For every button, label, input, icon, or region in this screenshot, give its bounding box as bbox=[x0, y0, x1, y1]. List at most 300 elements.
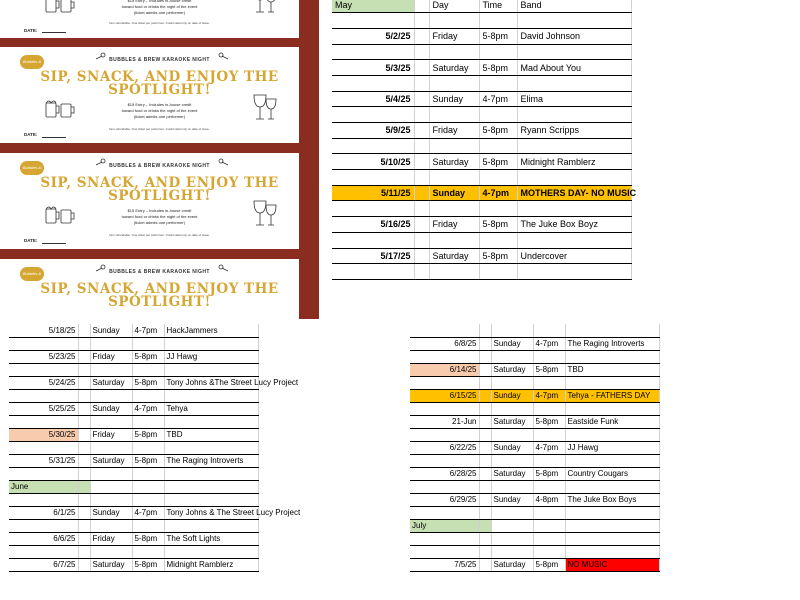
time-cell: 5-8pm bbox=[479, 28, 517, 44]
microphone-icon bbox=[218, 158, 230, 166]
day-cell: Sunday bbox=[90, 402, 132, 415]
date-cell: 5/2/25 bbox=[332, 28, 414, 44]
spacer-cell bbox=[479, 532, 491, 545]
band-cell: Undercover bbox=[517, 248, 631, 264]
spacer-cell bbox=[479, 519, 491, 532]
time-cell: 4-8pm bbox=[533, 493, 565, 506]
table-row bbox=[410, 363, 659, 376]
day-cell bbox=[491, 402, 533, 415]
day-cell: Friday bbox=[90, 350, 132, 363]
ticket-event-title: BUBBLES & BREW KARAOKE NIGHT bbox=[109, 57, 210, 63]
date-cell: 5/3/25 bbox=[332, 60, 414, 76]
table-row bbox=[410, 454, 659, 467]
ticket-date-line bbox=[42, 137, 66, 138]
ticket-tagline-line1: SIP, SNACK, AND ENJOY THE bbox=[40, 69, 279, 85]
header-time: Time bbox=[479, 0, 517, 13]
spacer-cell bbox=[414, 60, 429, 76]
spacer-cell bbox=[479, 324, 491, 337]
time-cell bbox=[533, 454, 565, 467]
band-cell bbox=[565, 376, 659, 389]
spacer-cell bbox=[78, 376, 90, 389]
bubbles-brew-logo: Bubbles & Brew bbox=[20, 55, 44, 69]
band-cell bbox=[517, 75, 631, 91]
spacer-cell bbox=[479, 415, 491, 428]
spacer-cell bbox=[479, 493, 491, 506]
day-cell bbox=[491, 532, 533, 545]
band-cell: The Soft Lights bbox=[164, 532, 258, 545]
day-cell bbox=[429, 264, 479, 280]
time-cell bbox=[533, 519, 565, 532]
spacer-cell bbox=[414, 44, 429, 60]
day-cell bbox=[491, 350, 533, 363]
ticket-credit-line: toward food or drinks the night of the event bbox=[121, 4, 198, 9]
day-cell bbox=[429, 13, 479, 29]
spacer-cell bbox=[479, 558, 491, 571]
spacer-cell bbox=[414, 201, 429, 217]
day-cell bbox=[491, 545, 533, 558]
spacer-cell bbox=[78, 506, 90, 519]
bubbles-brew-logo: Bubbles & Brew bbox=[20, 267, 44, 281]
date-cell: 5/17/25 bbox=[332, 248, 414, 264]
table-row bbox=[410, 532, 659, 545]
ticket-fine-print: Non-refundable. One ticket per performer. Credit valid only on date of issue. bbox=[109, 233, 210, 237]
band-cell bbox=[565, 428, 659, 441]
table-row bbox=[9, 428, 258, 441]
spacer-cell bbox=[78, 324, 90, 337]
day-cell: Sunday bbox=[429, 185, 479, 201]
table-row bbox=[410, 389, 659, 402]
date-cell: July bbox=[410, 519, 479, 532]
spacer-cell bbox=[414, 232, 429, 248]
band-cell: Tehya - FATHERS DAY bbox=[565, 389, 659, 402]
table-row bbox=[9, 454, 258, 467]
date-cell bbox=[9, 415, 78, 428]
spacer-cell bbox=[414, 91, 429, 107]
day-cell bbox=[491, 519, 533, 532]
date-cell: June bbox=[9, 480, 78, 493]
date-cell bbox=[410, 376, 479, 389]
schedule-table-june bbox=[410, 324, 660, 572]
day-cell bbox=[90, 467, 132, 480]
table-row bbox=[332, 44, 631, 60]
table-row bbox=[332, 217, 631, 233]
table-row bbox=[9, 324, 258, 337]
date-cell: 5/31/25 bbox=[9, 454, 78, 467]
table-row bbox=[410, 480, 659, 493]
spacer-cell bbox=[78, 545, 90, 558]
band-cell bbox=[517, 138, 631, 154]
date-cell bbox=[332, 232, 414, 248]
band-cell: Mad About You bbox=[517, 60, 631, 76]
time-cell bbox=[533, 376, 565, 389]
spacer-cell bbox=[414, 217, 429, 233]
ticket-tagline-line2: SPOTLIGHT! bbox=[108, 82, 211, 98]
band-cell: Elima bbox=[517, 91, 631, 107]
table-row bbox=[9, 376, 258, 389]
day-cell bbox=[429, 44, 479, 60]
day-cell: Saturday bbox=[491, 415, 533, 428]
band-cell bbox=[565, 402, 659, 415]
ticket-date-label: DATE: bbox=[24, 132, 38, 137]
band-cell bbox=[565, 324, 659, 337]
date-cell: 6/29/25 bbox=[410, 493, 479, 506]
band-cell: Tony Johns &The Street Lucy Project bbox=[164, 376, 258, 389]
day-cell bbox=[429, 138, 479, 154]
table-row bbox=[9, 493, 258, 506]
band-cell bbox=[164, 441, 258, 454]
time-cell: 5-8pm bbox=[479, 60, 517, 76]
spacer-cell bbox=[78, 532, 90, 545]
spacer-cell bbox=[479, 337, 491, 350]
day-cell: Sunday bbox=[491, 493, 533, 506]
spacer-cell bbox=[78, 350, 90, 363]
time-cell: 5-8pm bbox=[132, 558, 164, 571]
band-cell: The Juke Box Boys bbox=[565, 493, 659, 506]
wine-glasses-icon bbox=[250, 197, 278, 233]
band-cell bbox=[517, 232, 631, 248]
day-cell bbox=[491, 454, 533, 467]
ticket bbox=[0, 259, 319, 319]
bubbles-brew-logo: Bubbles & Brew bbox=[20, 161, 44, 175]
day-cell bbox=[90, 363, 132, 376]
day-cell bbox=[429, 75, 479, 91]
band-cell bbox=[517, 107, 631, 123]
table-row bbox=[332, 185, 631, 201]
spacer-cell bbox=[479, 376, 491, 389]
day-cell: Saturday bbox=[491, 467, 533, 480]
time-cell bbox=[132, 363, 164, 376]
table-row bbox=[410, 506, 659, 519]
day-cell bbox=[90, 480, 132, 493]
band-cell bbox=[164, 467, 258, 480]
date-cell bbox=[410, 532, 479, 545]
band-cell: Tehya bbox=[164, 402, 258, 415]
ticket-tagline-line2: SPOTLIGHT! bbox=[108, 294, 211, 310]
date-cell bbox=[332, 264, 414, 280]
ticket-event-title: BUBBLES & BREW KARAOKE NIGHT bbox=[109, 269, 210, 275]
ticket-credit-line: toward food or drinks the night of the event bbox=[121, 214, 198, 219]
date-cell: 21-Jun bbox=[410, 415, 479, 428]
time-cell bbox=[533, 402, 565, 415]
day-cell bbox=[491, 376, 533, 389]
day-cell: Sunday bbox=[491, 389, 533, 402]
date-cell: 5/10/25 bbox=[332, 154, 414, 170]
table-row bbox=[410, 441, 659, 454]
spacer-cell bbox=[414, 13, 429, 29]
table-row bbox=[9, 467, 258, 480]
spacer-cell bbox=[78, 428, 90, 441]
day-cell: Sunday bbox=[491, 337, 533, 350]
date-cell bbox=[332, 44, 414, 60]
time-cell bbox=[533, 532, 565, 545]
date-cell: 5/24/25 bbox=[9, 376, 78, 389]
time-cell bbox=[479, 13, 517, 29]
band-cell bbox=[164, 337, 258, 350]
date-cell: 6/28/25 bbox=[410, 467, 479, 480]
date-cell bbox=[332, 138, 414, 154]
band-cell bbox=[565, 532, 659, 545]
time-cell: 5-8pm bbox=[479, 154, 517, 170]
ticket-date-line bbox=[42, 32, 66, 33]
date-cell: 5/23/25 bbox=[9, 350, 78, 363]
date-cell: 5/16/25 bbox=[332, 217, 414, 233]
spacer-cell bbox=[414, 264, 429, 280]
date-cell bbox=[9, 545, 78, 558]
band-cell: The Juke Box Boyz bbox=[517, 217, 631, 233]
date-cell bbox=[332, 75, 414, 91]
spacer-cell bbox=[479, 363, 491, 376]
day-cell bbox=[90, 493, 132, 506]
date-cell bbox=[410, 545, 479, 558]
table-row bbox=[9, 545, 258, 558]
time-cell: 5-8pm bbox=[132, 454, 164, 467]
header-month: May bbox=[332, 0, 414, 13]
time-cell: 5-8pm bbox=[533, 467, 565, 480]
band-cell bbox=[517, 13, 631, 29]
table-row bbox=[332, 91, 631, 107]
date-cell bbox=[410, 402, 479, 415]
spacer-cell bbox=[78, 415, 90, 428]
spacer-cell bbox=[78, 389, 90, 402]
date-cell bbox=[410, 506, 479, 519]
table-header-row bbox=[332, 0, 631, 13]
band-cell bbox=[164, 519, 258, 532]
day-cell: Friday bbox=[429, 217, 479, 233]
date-cell: 5/30/25 bbox=[9, 428, 78, 441]
date-cell: 5/4/25 bbox=[332, 91, 414, 107]
time-cell bbox=[533, 350, 565, 363]
band-cell bbox=[517, 201, 631, 217]
time-cell: 4-7pm bbox=[132, 324, 164, 337]
beer-mugs-icon bbox=[40, 203, 80, 227]
table-row bbox=[332, 13, 631, 29]
time-cell bbox=[132, 545, 164, 558]
band-cell bbox=[565, 454, 659, 467]
table-row bbox=[9, 506, 258, 519]
time-cell bbox=[479, 75, 517, 91]
date-cell: 6/6/25 bbox=[9, 532, 78, 545]
date-cell bbox=[410, 428, 479, 441]
band-cell bbox=[565, 519, 659, 532]
day-cell bbox=[429, 232, 479, 248]
ticket-date-line bbox=[42, 243, 66, 244]
spacer-cell bbox=[479, 428, 491, 441]
time-cell bbox=[479, 138, 517, 154]
date-cell: 7/5/25 bbox=[410, 558, 479, 571]
date-cell: 5/18/25 bbox=[9, 324, 78, 337]
band-cell: Tony Johns & The Street Lucy Project bbox=[164, 506, 258, 519]
date-cell bbox=[9, 493, 78, 506]
day-cell: Saturday bbox=[90, 558, 132, 571]
time-cell bbox=[479, 201, 517, 217]
table-row bbox=[9, 519, 258, 532]
spacer-cell bbox=[414, 170, 429, 186]
band-cell: TBD bbox=[565, 363, 659, 376]
table-row bbox=[410, 558, 659, 571]
date-cell bbox=[332, 201, 414, 217]
spacer-cell bbox=[479, 402, 491, 415]
ticket bbox=[0, 47, 319, 143]
band-cell bbox=[565, 480, 659, 493]
ticket-event-title: BUBBLES & BREW KARAOKE NIGHT bbox=[109, 163, 210, 169]
table-row bbox=[9, 441, 258, 454]
time-cell bbox=[132, 415, 164, 428]
time-cell bbox=[479, 170, 517, 186]
spacer-cell bbox=[78, 493, 90, 506]
date-cell: 6/8/25 bbox=[410, 337, 479, 350]
wine-glasses-icon bbox=[250, 91, 278, 127]
band-cell: Midnight Ramblerz bbox=[164, 558, 258, 571]
ticket-date-label: DATE: bbox=[24, 238, 38, 243]
time-cell: 4-7pm bbox=[533, 389, 565, 402]
ticket-tagline-line2: SPOTLIGHT! bbox=[108, 188, 211, 204]
time-cell bbox=[533, 324, 565, 337]
spacer-cell bbox=[78, 480, 90, 493]
band-cell: Country Cougars bbox=[565, 467, 659, 480]
time-cell: 4-7pm bbox=[533, 441, 565, 454]
day-cell: Sunday bbox=[491, 441, 533, 454]
day-cell: Saturday bbox=[429, 60, 479, 76]
date-cell: 6/22/25 bbox=[410, 441, 479, 454]
date-cell bbox=[9, 389, 78, 402]
band-cell: Eastside Funk bbox=[565, 415, 659, 428]
day-cell: Saturday bbox=[491, 363, 533, 376]
band-cell bbox=[565, 506, 659, 519]
band-cell bbox=[164, 415, 258, 428]
time-cell: 5-8pm bbox=[533, 558, 565, 571]
time-cell: 4-7pm bbox=[479, 91, 517, 107]
spacer-cell bbox=[78, 558, 90, 571]
band-cell bbox=[517, 170, 631, 186]
day-cell bbox=[491, 324, 533, 337]
day-cell bbox=[90, 389, 132, 402]
schedule-table-may bbox=[332, 0, 637, 280]
time-cell: 5-8pm bbox=[479, 123, 517, 139]
spacer-cell bbox=[414, 123, 429, 139]
day-cell bbox=[491, 428, 533, 441]
beer-mugs-icon bbox=[40, 0, 80, 16]
band-cell: David Johnson bbox=[517, 28, 631, 44]
time-cell bbox=[479, 264, 517, 280]
date-cell bbox=[9, 467, 78, 480]
band-cell bbox=[565, 350, 659, 363]
band-cell bbox=[164, 363, 258, 376]
header-band: Band bbox=[517, 0, 631, 13]
time-cell: 5-8pm bbox=[132, 350, 164, 363]
time-cell: 5-8pm bbox=[533, 363, 565, 376]
time-cell bbox=[533, 506, 565, 519]
ticket-strip bbox=[0, 0, 319, 310]
ticket-entry-line: $15 Entry – Includes in-house credit bbox=[127, 0, 192, 3]
table-row bbox=[332, 107, 631, 123]
day-cell bbox=[90, 441, 132, 454]
table-row bbox=[410, 467, 659, 480]
date-cell bbox=[9, 363, 78, 376]
band-cell bbox=[164, 389, 258, 402]
date-cell bbox=[410, 324, 479, 337]
day-cell: Sunday bbox=[90, 324, 132, 337]
band-cell bbox=[164, 545, 258, 558]
band-cell: The Raging Introverts bbox=[565, 337, 659, 350]
spacer-cell bbox=[78, 363, 90, 376]
table-row bbox=[332, 201, 631, 217]
ticket-entry-line: $15 Entry – Includes in-house credit bbox=[127, 208, 192, 213]
band-cell: The Raging Introverts bbox=[164, 454, 258, 467]
spacer-cell bbox=[414, 75, 429, 91]
band-cell: TBD bbox=[164, 428, 258, 441]
time-cell bbox=[132, 467, 164, 480]
table-row bbox=[410, 415, 659, 428]
time-cell: 5-8pm bbox=[132, 428, 164, 441]
table-row bbox=[332, 154, 631, 170]
header-day: Day bbox=[429, 0, 479, 13]
band-cell: MOTHERS DAY- NO MUSIC bbox=[517, 185, 631, 201]
date-cell: 6/7/25 bbox=[9, 558, 78, 571]
time-cell: 5-8pm bbox=[132, 376, 164, 389]
day-cell: Saturday bbox=[429, 248, 479, 264]
table-row bbox=[332, 138, 631, 154]
time-cell bbox=[533, 428, 565, 441]
table-row bbox=[332, 123, 631, 139]
table-row bbox=[332, 28, 631, 44]
ticket-admit-line: (ticket admits one performer) bbox=[133, 10, 186, 15]
time-cell bbox=[132, 519, 164, 532]
ticket-entry-line: $15 Entry – Includes in-house credit bbox=[127, 102, 192, 107]
spacer-cell bbox=[78, 454, 90, 467]
time-cell bbox=[132, 441, 164, 454]
table-row bbox=[9, 389, 258, 402]
table-row bbox=[410, 337, 659, 350]
table-row bbox=[410, 428, 659, 441]
day-cell: Sunday bbox=[429, 91, 479, 107]
table-row bbox=[410, 545, 659, 558]
date-cell: 5/25/25 bbox=[9, 402, 78, 415]
day-cell: Saturday bbox=[90, 454, 132, 467]
table-row bbox=[9, 480, 258, 493]
spacer-cell bbox=[479, 467, 491, 480]
schedule-table-late-may bbox=[9, 324, 301, 572]
spacer-cell bbox=[78, 519, 90, 532]
spacer-cell bbox=[78, 337, 90, 350]
date-cell bbox=[332, 170, 414, 186]
date-cell bbox=[410, 350, 479, 363]
table-row bbox=[9, 558, 258, 571]
ticket-tagline-line1: SIP, SNACK, AND ENJOY THE bbox=[40, 175, 279, 191]
table-row bbox=[410, 324, 659, 337]
spacer-cell bbox=[414, 138, 429, 154]
date-cell: 5/9/25 bbox=[332, 123, 414, 139]
day-cell: Friday bbox=[429, 28, 479, 44]
wine-glasses-icon bbox=[250, 0, 278, 20]
day-cell: Friday bbox=[90, 532, 132, 545]
ticket-credit-line: toward food or drinks the night of the event bbox=[121, 108, 198, 113]
time-cell: 5-8pm bbox=[479, 248, 517, 264]
table-row bbox=[332, 60, 631, 76]
day-cell bbox=[491, 506, 533, 519]
spacer-cell bbox=[479, 350, 491, 363]
time-cell bbox=[132, 480, 164, 493]
spacer-cell bbox=[479, 545, 491, 558]
table-row bbox=[410, 402, 659, 415]
time-cell: 4-7pm bbox=[479, 185, 517, 201]
band-cell: Ryann Scripps bbox=[517, 123, 631, 139]
table-row bbox=[332, 248, 631, 264]
time-cell bbox=[533, 480, 565, 493]
date-cell bbox=[9, 337, 78, 350]
band-cell bbox=[164, 480, 258, 493]
band-cell bbox=[565, 545, 659, 558]
day-cell bbox=[491, 480, 533, 493]
